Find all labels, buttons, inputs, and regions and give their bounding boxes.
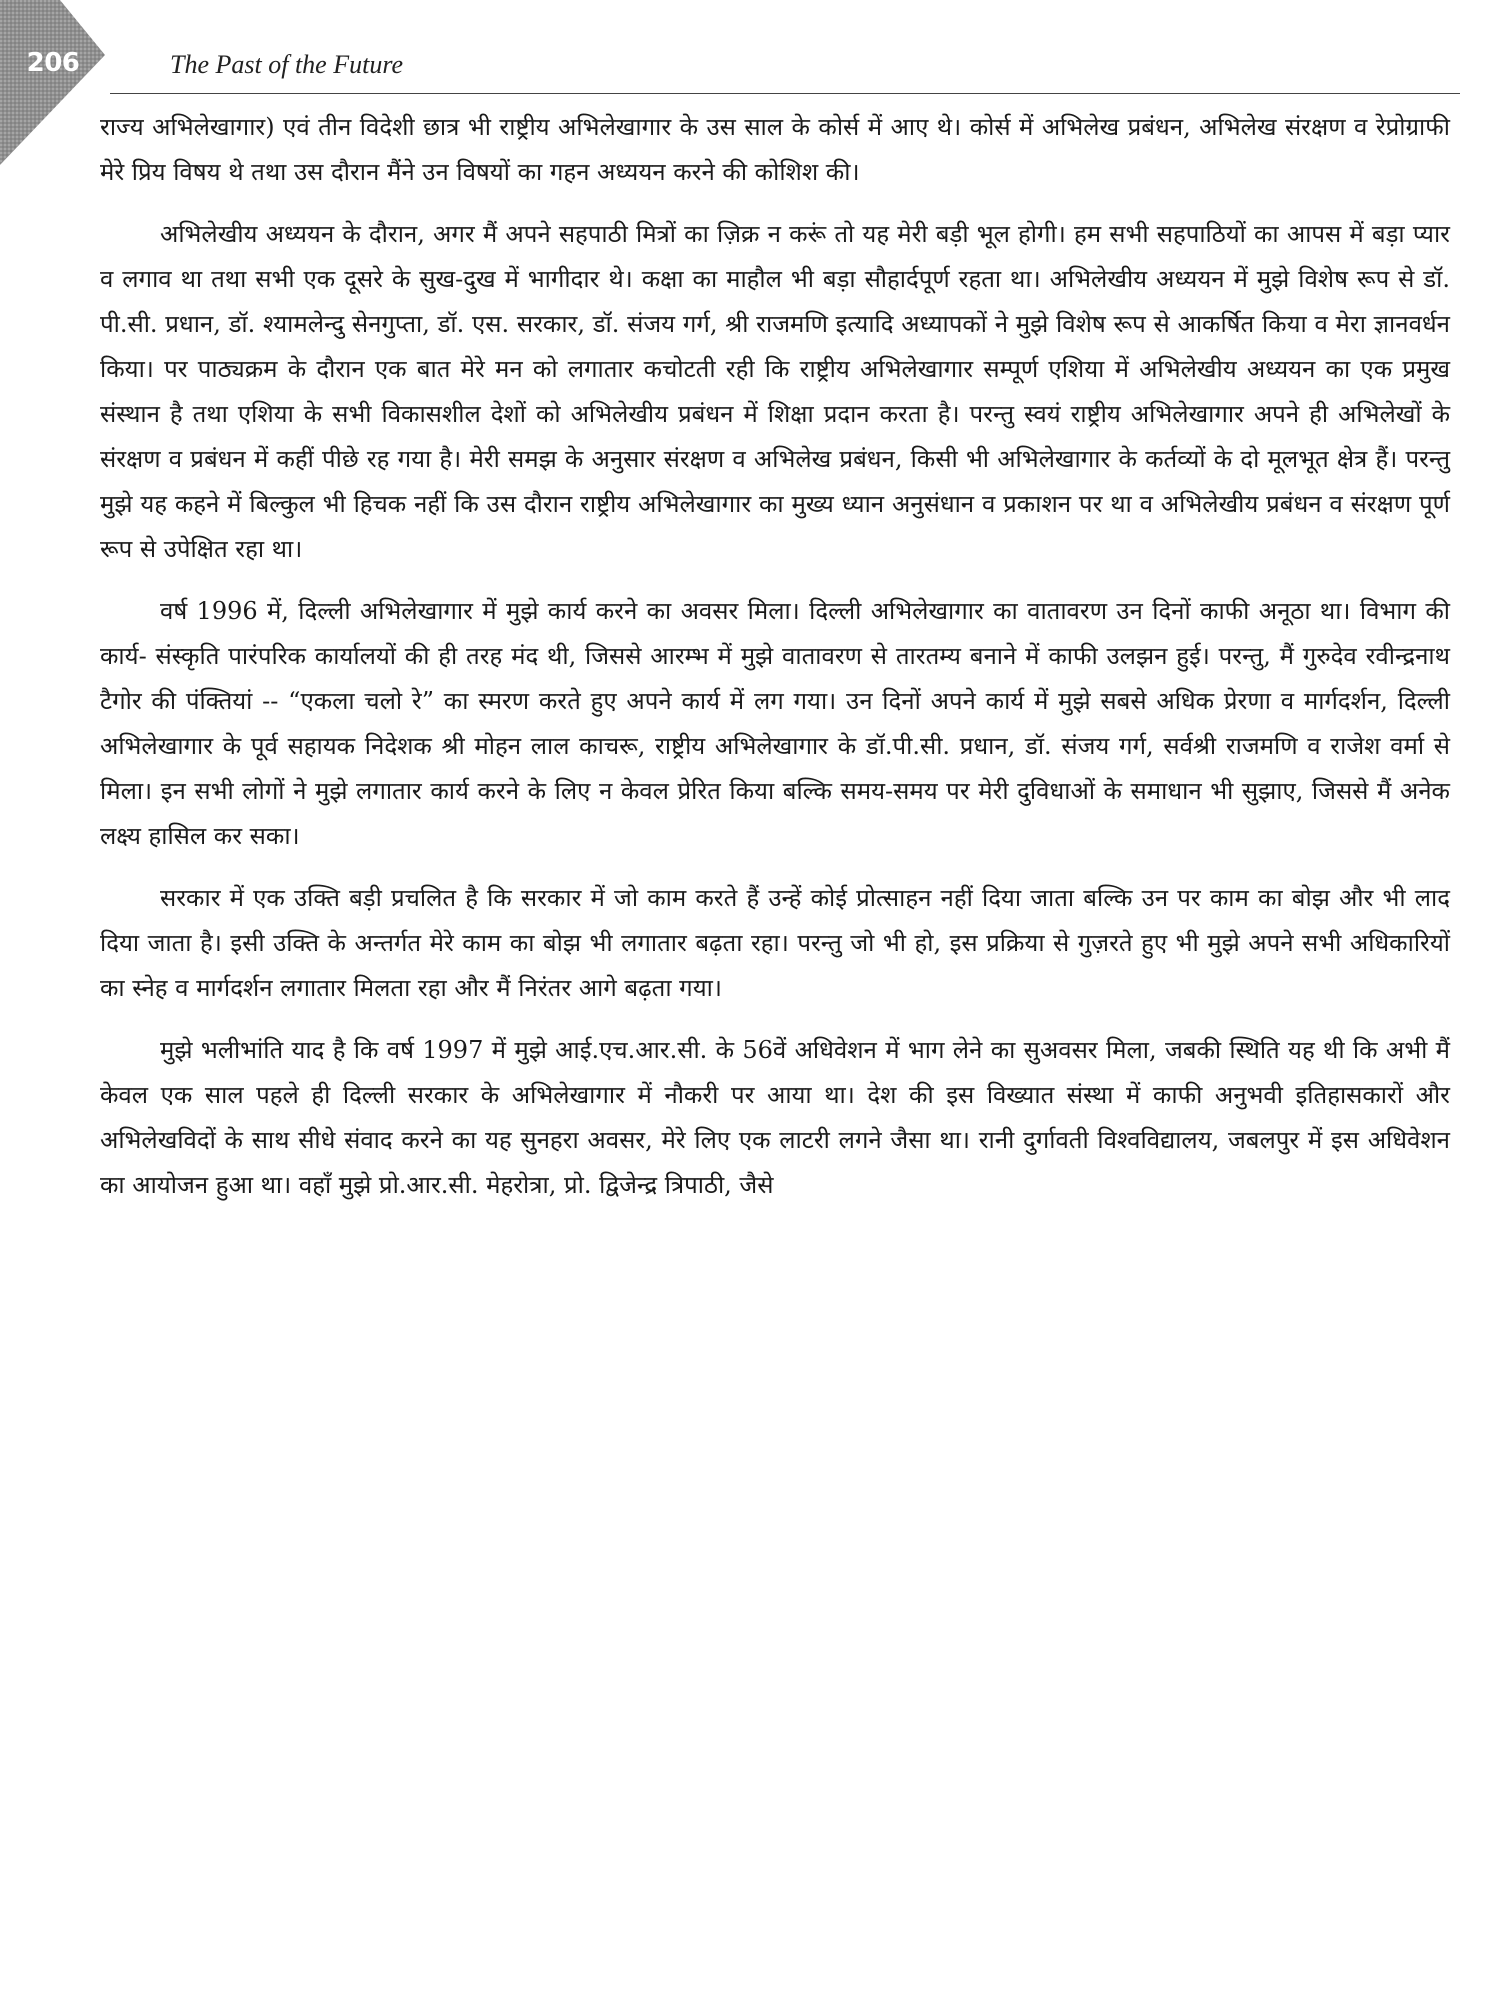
paragraph: वर्ष 1996 में, दिल्ली अभिलेखागार में मुझे कार्य करने का अवसर मिला। दिल्ली अभिलेखागार का वातावरण उन दिनों काफी अनूठा था। विभाग की कार्य- संस्कृति पारंपरिक कार्यालयों की ही तरह मंद थी, जिससे आरम्भ में मुझे वातावरण से तारतम्य बनाने में काफी उलझन हुई। परन्तु, मैं गुरुदेव रवीन्द्रनाथ टैगोर की पंक्तियां -- “एकला चलो रे” का स्मरण करते हुए अपने कार्य में लग गया। उन दिनों अपने कार्य में मुझे सबसे अधिक प्रेरणा व मार्गदर्शन, दिल्ली अभिलेखागार के पूर्व सहायक निदेशक श्री मोहन लाल काचरू, राष्ट्रीय अभिलेखागार के डॉ.पी.सी. प्रधान, डॉ. संजय गर्ग, सर्वश्री राजमणि व राजेश वर्मा से मिला। इन सभी लोगों ने मुझे लगातार कार्य करने के लिए न केवल प्रेरित किया बल्कि समय-समय पर मेरी दुविधाओं के समाधान भी सुझाए, जिससे मैं अनेक लक्ष्य हासिल कर सका। xyxy=(100,597,1450,850)
running-title: The Past of the Future xyxy=(170,50,404,79)
paragraph: मुझे भलीभांति याद है कि वर्ष 1997 में मुझे आई.एच.आर.सी. के 56वें अधिवेशन में भाग लेने का सुअवसर मिला, जबकी स्थिति यह थी कि अभी मैं केवल एक साल पहले ही दिल्ली सरकार के अभिलेखागार में नौकरी पर आया था। देश की इस विख्यात संस्था में काफी अनुभवी इतिहासकारों और अभिलेखविदों के साथ सीधे संवाद करने का यह सुनहरा अवसर, मेरे लिए एक लाटरी लगने जैसा था। रानी दुर्गावती विश्वविद्यालय, जबलपुर में इस अधिवेशन का आयोजन हुआ था। वहाँ मुझे प्रो.आर.सी. मेहरोत्रा, प्रो. द्विजेन्द्र त्रिपाठी, जैसे xyxy=(100,1036,1450,1199)
page-number: 206 xyxy=(26,48,80,78)
header-divider xyxy=(110,93,1460,94)
body-text xyxy=(100,105,1450,1225)
paragraph: राज्य अभिलेखागार) एवं तीन विदेशी छात्र भी राष्ट्रीय अभिलेखागार के उस साल के कोर्स में आए थे। कोर्स में अभिलेख प्रबंधन, अभिलेख संरक्षण व रेप्रोग्राफी मेरे प्रिय विषय थे तथा उस दौरान मैंने उन विषयों का गहन अध्ययन करने की कोशिश की। xyxy=(100,113,1450,186)
paragraph: सरकार में एक उक्ति बड़ी प्रचलित है कि सरकार में जो काम करते हैं उन्हें कोई प्रोत्साहन नहीं दिया जाता बल्कि उन पर काम का बोझ और भी लाद दिया जाता है। इसी उक्ति के अन्तर्गत मेरे काम का बोझ भी लगातार बढ़ता रहा। परन्तु जो भी हो, इस प्रक्रिया से गुज़रते हुए भी मुझे अपने सभी अधिकारियों का स्नेह व मार्गदर्शन लगातार मिलता रहा और मैं निरंतर आगे बढ़ता गया। xyxy=(100,884,1450,1002)
paragraph: अभिलेखीय अध्ययन के दौरान, अगर मैं अपने सहपाठी मित्रों का ज़िक्र न करूं तो यह मेरी बड़ी भूल होगी। हम सभी सहपाठियों का आपस में बड़ा प्यार व लगाव था तथा सभी एक दूसरे के सुख-दुख में भागीदार थे। कक्षा का माहौल भी बड़ा सौहार्दपूर्ण रहता था। अभिलेखीय अध्ययन में मुझे विशेष रूप से डॉ. पी.सी. प्रधान, डॉ. श्यामलेन्दु सेनगुप्ता, डॉ. एस. सरकार, डॉ. संजय गर्ग, श्री राजमणि इत्यादि अध्यापकों ने मुझे विशेष रूप से आकर्षित किया व मेरा ज्ञानवर्धन किया। पर पाठ्यक्रम के दौरान एक बात मेरे मन को लगातार कचोटती रही कि राष्ट्रीय अभिलेखागार सम्पूर्ण एशिया में अभिलेखीय अध्ययन का एक प्रमुख संस्थान है तथा एशिया के सभी विकासशील देशों को अभिलेखीय प्रबंधन में शिक्षा प्रदान करता है। परन्तु स्वयं राष्ट्रीय अभिलेखागार अपने ही अभिलेखों के संरक्षण व प्रबंधन में कहीं पीछे रह गया है। मेरी समझ के अनुसार संरक्षण व अभिलेख प्रबंधन, किसी भी अभिलेखागार के कर्तव्यों के दो मूलभूत क्षेत्र हैं। परन्तु मुझे यह कहने में बिल्कुल भी हिचक नहीं कि उस दौरान राष्ट्रीय अभिलेखागार का मुख्य ध्यान अनुसंधान व प्रकाशन पर था व अभिलेखीय प्रबंधन व संरक्षण पूर्ण रूप से उपेक्षित रहा था। xyxy=(100,220,1450,563)
